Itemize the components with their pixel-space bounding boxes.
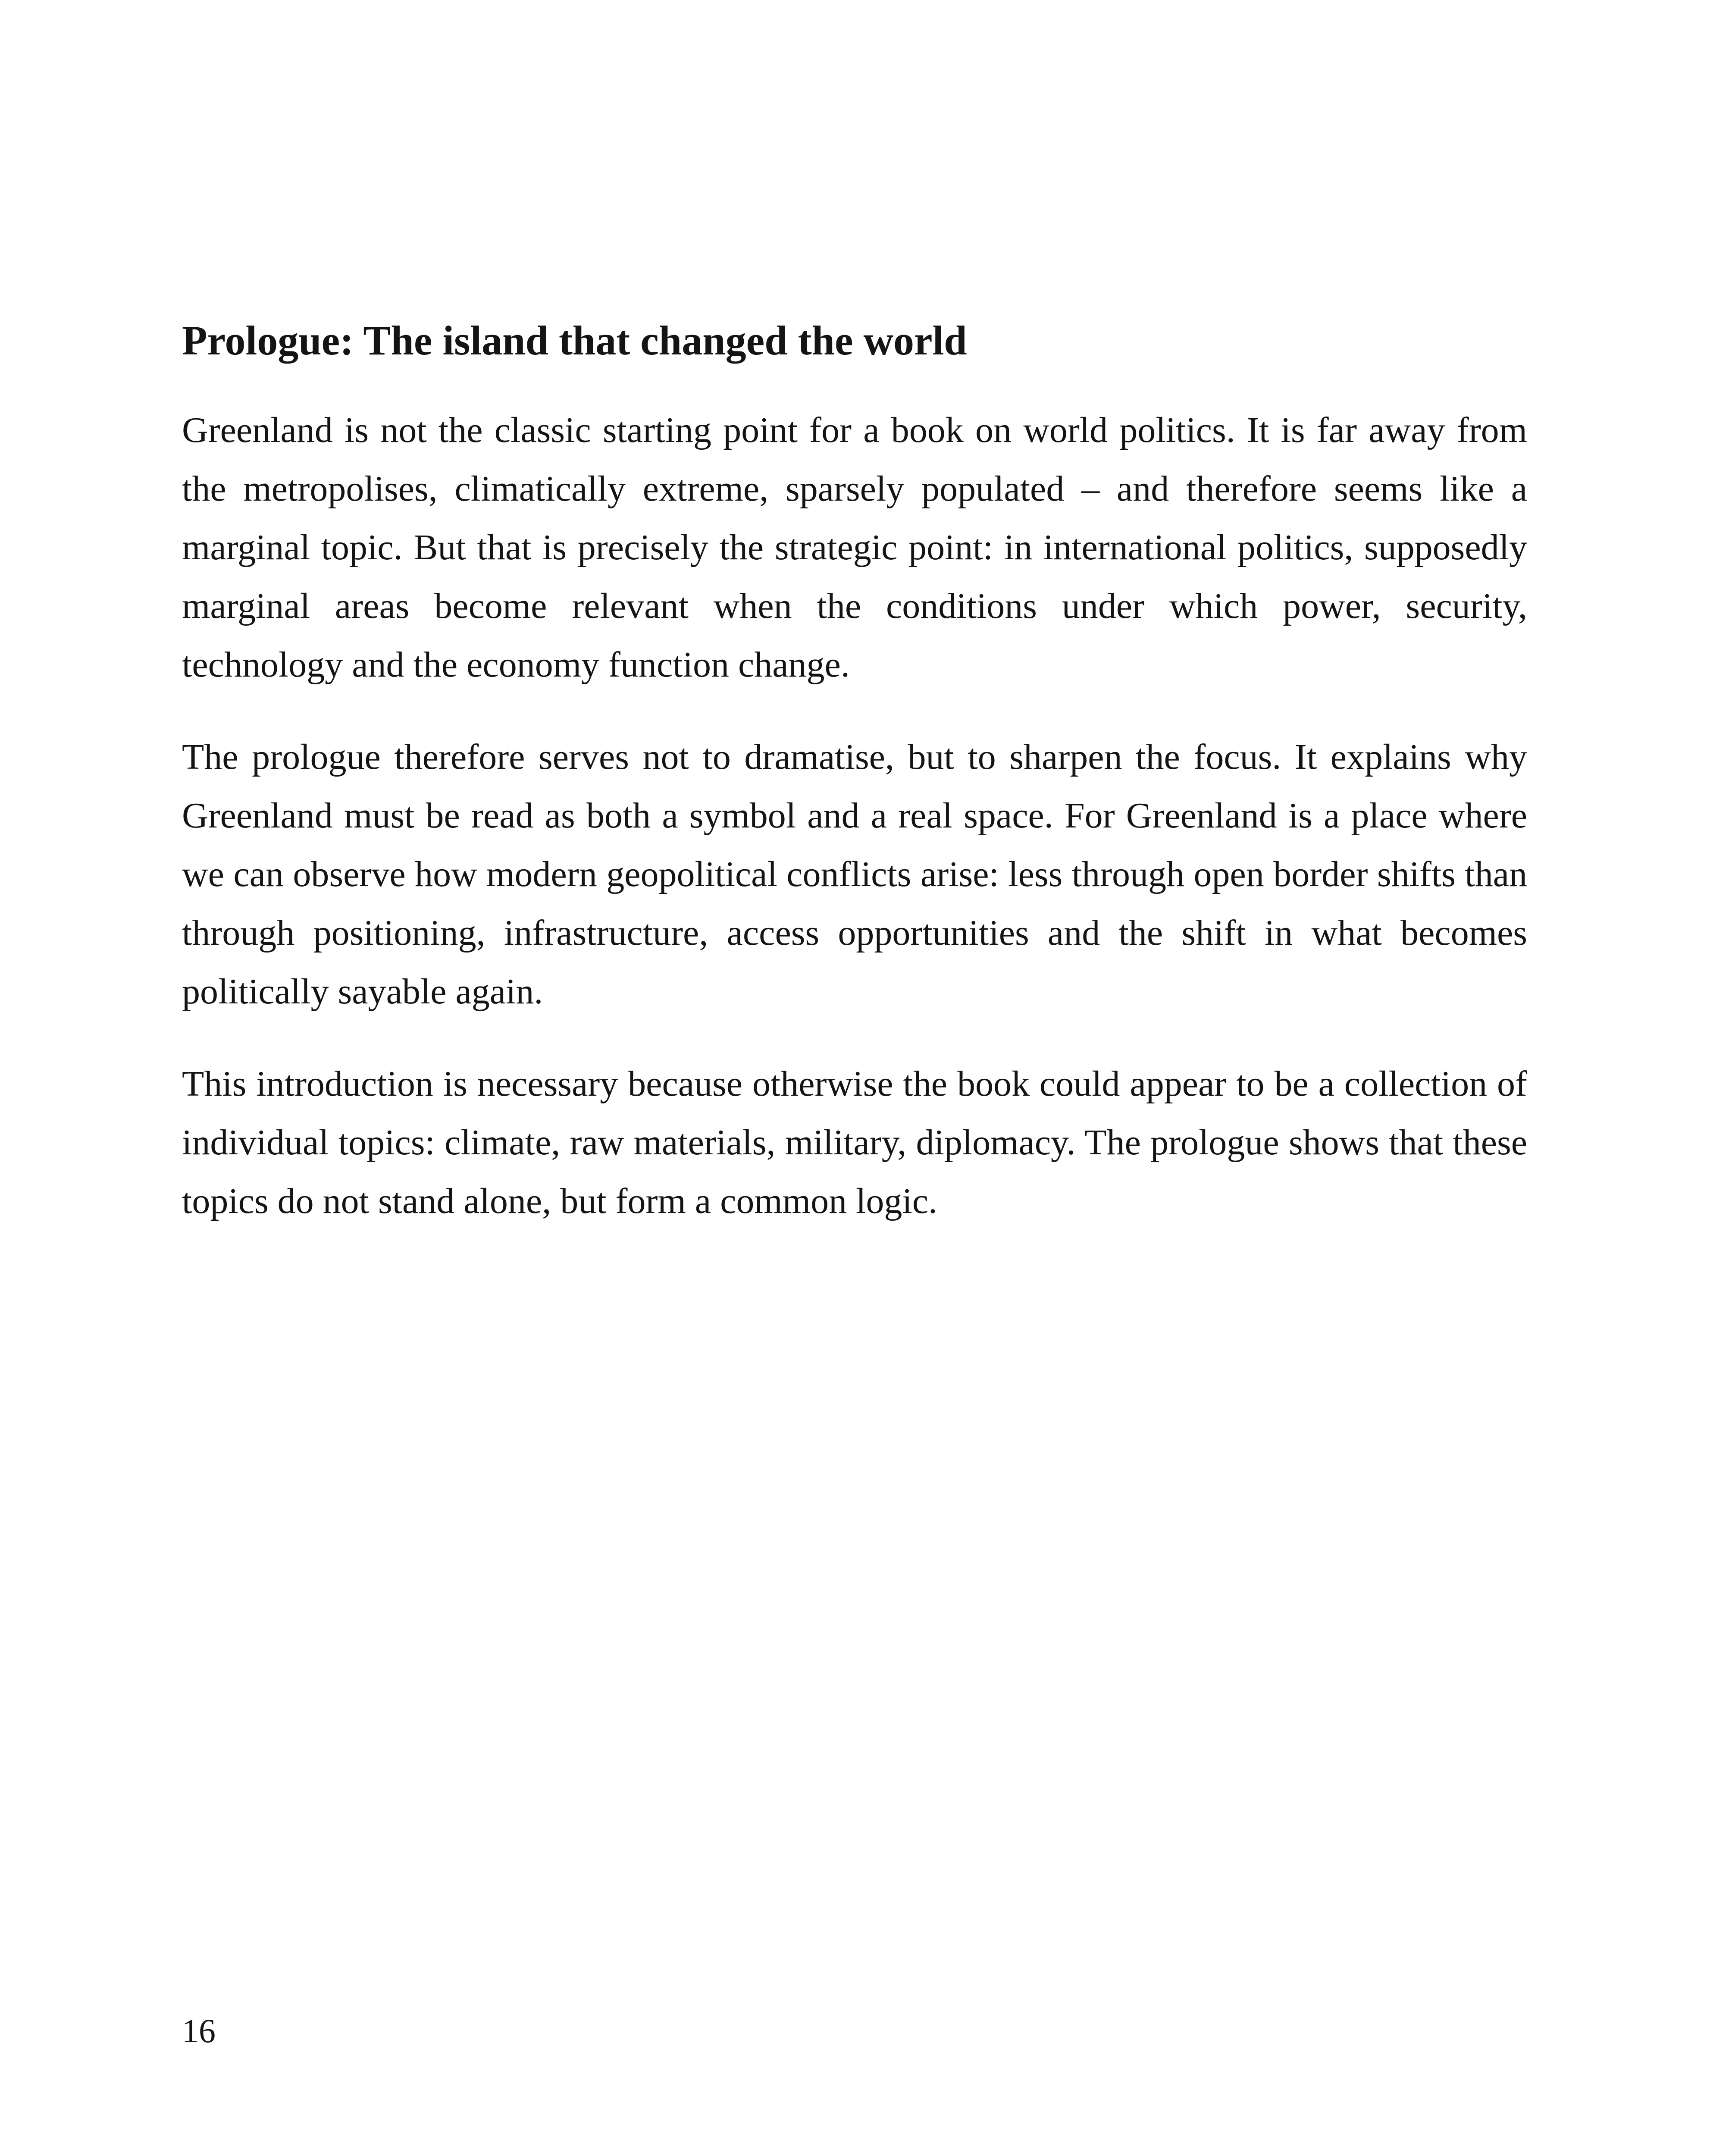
paragraph-3: This introduction is necessary because otherwise the book could appear to be a collection of individual topics: climate, raw materials, military, diplomacy. The prologue shows that these topics do not stand alone, but form a common logic. xyxy=(182,1064,1527,1221)
paragraph-2: The prologue therefore serves not to dramatise, but to sharpen the focus. It explains why Greenland must be read as both a symbol and a real space. For Greenland is a place where we can observe how modern geopolitical conflicts arise: less through open border shifts than through positioning, infrastructure, access opportunities and the shift in what becomes politically sayable again. xyxy=(182,737,1527,1012)
page-number: 16 xyxy=(182,2012,216,2049)
page-content xyxy=(182,310,1527,1231)
chapter-title: Prologue: The island that changed the world xyxy=(182,317,967,364)
paragraph-1: Greenland is not the classic starting point for a book on world politics. It is far away from the metropolises, climatically extreme, sparsely populated – and therefore seems like a marginal topic. But that is precisely the strategic point: in international politics, supposedly marginal areas become relevant when the conditions under which power, security, technology and the economy function change. xyxy=(182,410,1527,685)
